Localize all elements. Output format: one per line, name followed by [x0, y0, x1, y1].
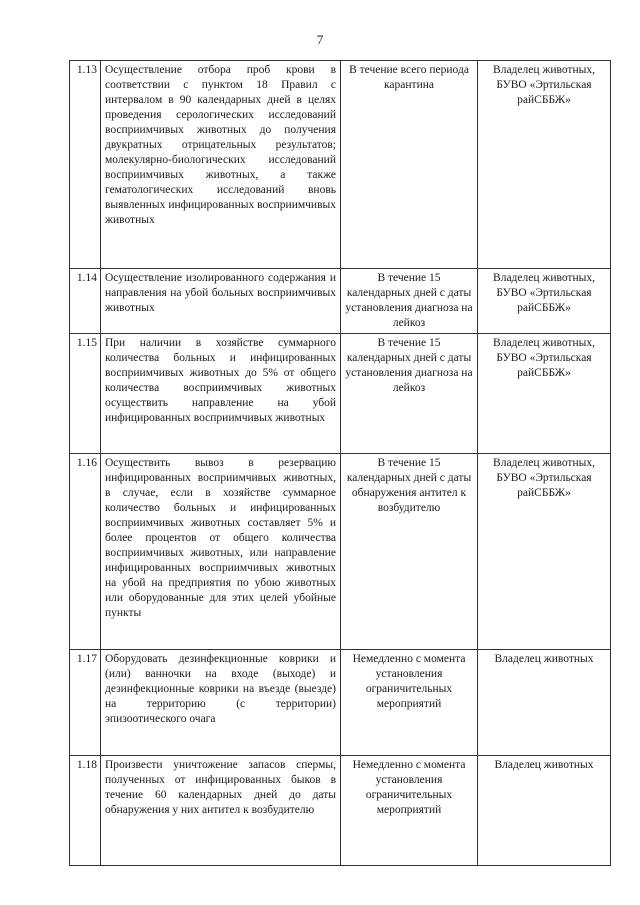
measure-deadline: В течение 15 календарных дней с даты установления диагноза на лейкоз [341, 334, 478, 454]
measure-description: Произвести уничтожение запасов спермы, полученных от инфицированных быков в течение 60 календарных дней до даты обнаружения у них антител к возбудителю [101, 756, 341, 866]
measure-description: Оборудовать дезинфекционные коврики и (или) ванночки на входе (выходе) и дезинфекционные коврики на въезде (выезде) на территорию (с территории) эпизоотического очага [101, 650, 341, 756]
measure-responsible: Владелец животных, БУВО «Эртильская райСББЖ» [478, 61, 611, 269]
item-number: 1.16 [70, 454, 101, 650]
measure-responsible: Владелец животных [478, 756, 611, 866]
measure-deadline: В течение всего периода карантина [341, 61, 478, 269]
measure-deadline: В течение 15 календарных дней с даты обнаружения антител к возбудителю [341, 454, 478, 650]
measure-description: Осуществить вывоз в резервацию инфицированных восприимчивых животных, в случае, если в хозяйстве суммарное количество больных и инфицированных восприимчивых животных составляет 5% и более процентов от общего количества восприимчивых животных, или направление инфицированных восприимчивых животных на убой на предприятия по убою животных или оборудованные для этих целей убойные пункты [101, 454, 341, 650]
table-row [70, 334, 611, 454]
measure-description: Осуществление изолированного содержания и направления на убой больных восприимчивых животных [101, 269, 341, 334]
measure-responsible: Владелец животных, БУВО «Эртильская райСББЖ» [478, 454, 611, 650]
table-row [70, 650, 611, 756]
measure-responsible: Владелец животных, БУВО «Эртильская райСББЖ» [478, 269, 611, 334]
measure-responsible: Владелец животных [478, 650, 611, 756]
measure-description: Осуществление отбора проб крови в соответствии с пунктом 18 Правил с интервалом в 90 календарных дней в целях проведения серологических исследований восприимчивых животных до получения двукратных отрицательных результатов; молекулярно-биологических исследований восприимчивых животных, а также гематологических исследований вновь выявленных инфицированных восприимчивых животных [101, 61, 341, 269]
table-row [70, 269, 611, 334]
item-number: 1.18 [70, 756, 101, 866]
table-row [70, 454, 611, 650]
item-number: 1.15 [70, 334, 101, 454]
page-number: 7 [316, 32, 324, 47]
item-number: 1.13 [70, 61, 101, 269]
table-row [70, 756, 611, 866]
measures-table [69, 60, 611, 866]
measure-deadline: Немедленно с момента установления ограничительных мероприятий [341, 650, 478, 756]
measure-deadline: В течение 15 календарных дней с даты установления диагноза на лейкоз [341, 269, 478, 334]
measure-responsible: Владелец животных, БУВО «Эртильская райСББЖ» [478, 334, 611, 454]
measure-deadline: Немедленно с момента установления ограничительных мероприятий [341, 756, 478, 866]
item-number: 1.14 [70, 269, 101, 334]
table-row [70, 61, 611, 269]
measure-description: При наличии в хозяйстве суммарного количества больных и инфицированных восприимчивых животных до 5% от общего количества восприимчивых животных осуществить направление на убой инфицированных восприимчивых животных [101, 334, 341, 454]
item-number: 1.17 [70, 650, 101, 756]
